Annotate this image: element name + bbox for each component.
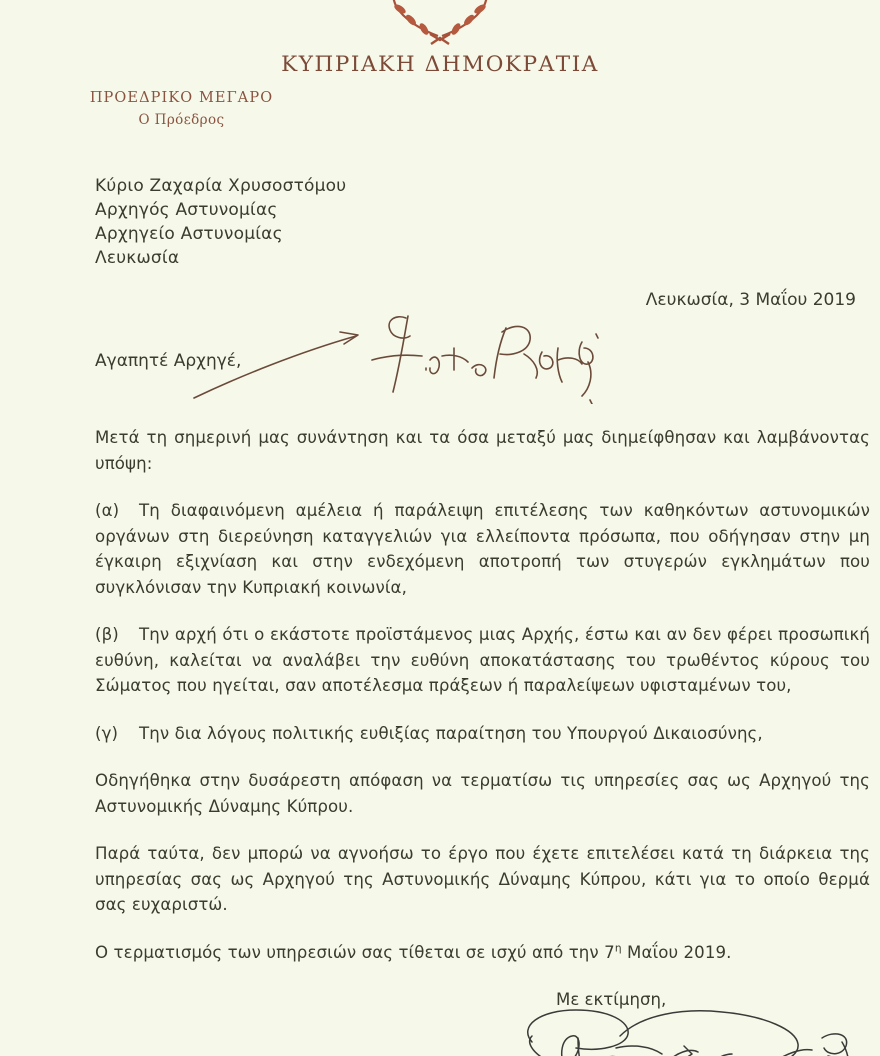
- effective-date-ordinal: η: [614, 940, 622, 954]
- effective-date-suffix: Μαΐου 2019.: [621, 942, 732, 962]
- office-block: [74, 90, 289, 128]
- paragraph-thanks: Παρά ταύτα, δεν μπορώ να αγνοήσω το έργο που έχετε επιτελέσει κατά τη διάρκεια της υπηρεσίας σας ως Αρχηγού της Αστυνομικής Δύναμης Κύπρου, κάτι για το οποίο θερμά σας ευχαριστώ.: [95, 844, 870, 914]
- paragraph-intro: Μετά τη σημερινή μας συνάντηση και τα όσα μεταξύ μας διημείφθησαν και λαμβάνοντας υπόψη:: [95, 428, 870, 473]
- addressee-line-1: Κύριο Ζαχαρία Χρυσοστόμου: [95, 176, 347, 196]
- paragraph-item-a: [95, 498, 870, 600]
- paragraph-decision: Οδηγήθηκα στην δυσάρεστη απόφαση να τερματίσω τις υπηρεσίες σας ως Αρχηγού της Αστυνομικής Δύναμης Κύπρου.: [95, 771, 870, 816]
- salutation: Αγαπητέ Αρχηγέ,: [95, 351, 242, 371]
- item-b-marker: (β): [95, 625, 119, 644]
- office-role: Ο Πρόεδρος: [138, 112, 225, 128]
- effective-date-prefix: Ο τερματισμός των υπηρεσιών σας τίθεται σε ισχύ από την 7: [95, 942, 615, 962]
- item-a-marker: (α): [95, 501, 120, 520]
- office-name: ΠΡΟΕΔΡΙΚΟ ΜΕΓΑΡΟ: [89, 90, 274, 106]
- addressee-block: [95, 174, 346, 270]
- closing-salutation: Με εκτίμηση,: [556, 990, 667, 1009]
- handwritten-annotation-icon: [190, 312, 610, 404]
- letter-body: [95, 425, 870, 965]
- coat-of-arms-icon: [0, 0, 880, 50]
- republic-title: ΚΥΠΡΙΑΚΗ ΔΗΜΟΚΡΑΤΙΑ: [281, 52, 599, 77]
- addressee-line-2: Αρχηγός Αστυνομίας: [95, 200, 278, 220]
- addressee-line-4: Λευκωσία: [95, 248, 180, 268]
- signature-icon: [470, 1008, 880, 1056]
- paragraph-effective-date: [95, 940, 870, 966]
- paragraph-item-b: [95, 622, 870, 699]
- paragraph-item-c: [95, 721, 870, 747]
- item-c-text: Την δια λόγους πολιτικής ευθιξίας παραίτηση του Υπουργού Δικαιοσύνης,: [139, 723, 763, 743]
- item-a-text: Τη διαφαινόμενη αμέλεια ή παράλειψη επιτέλεσης των καθηκόντων αστυνομικών οργάνων στη διερεύνηση καταγγελιών για ελλείποντα πρόσωπα, που οδήγησαν στην μη έγκαιρη εξιχνίαση και στην ενδεχόμενη αποτροπή των στυγερών εγκλημάτων που συγκλόνισαν την Κυπριακή κοινωνία,: [95, 501, 870, 597]
- item-b-text: Την αρχή ότι ο εκάστοτε προϊστάμενος μιας Αρχής, έστω και αν δεν φέρει προσωπική ευθύνη, καλείται να αναλάβει την ευθύνη αποκατάστασης του τρωθέντος κύρους του Σώματος που ηγείται, σαν αποτέλεσμα πράξεων ή παραλείψεων υφισταμένων του,: [95, 625, 870, 695]
- date-line: Λευκωσία, 3 Μαΐου 2019: [645, 290, 856, 310]
- addressee-line-3: Αρχηγείο Αστυνομίας: [95, 224, 283, 244]
- item-c-marker: (γ): [95, 723, 119, 743]
